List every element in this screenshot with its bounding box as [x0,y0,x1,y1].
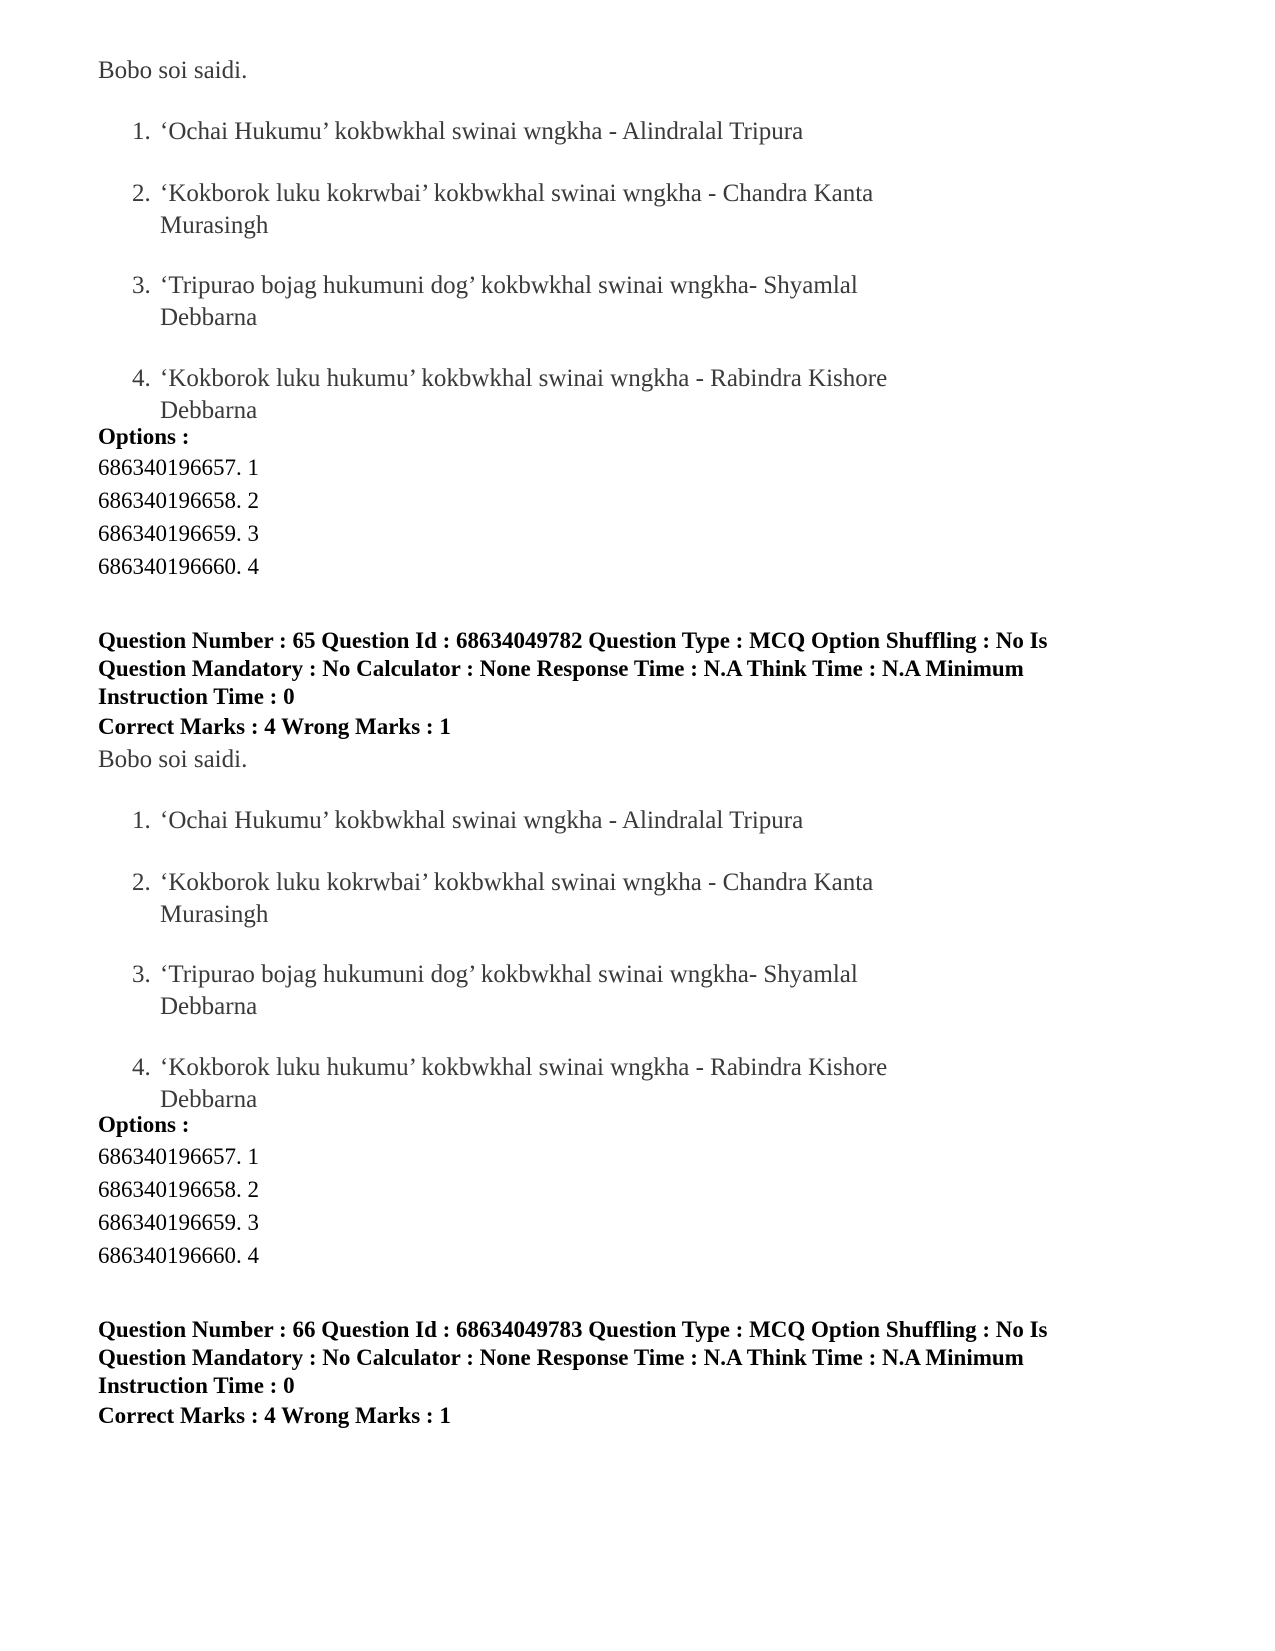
statement-text: ‘Ochai Hukumu’ kokbwkhal swinai wngkha - Alindralal Tripura [160,807,804,834]
statement-item [98,363,998,427]
statement-number: 1. [132,118,151,145]
statement-number: 2. [132,180,151,207]
statement-number: 3. [132,272,151,299]
option-item: 686340196658. 2 [98,488,259,513]
statement-item [98,116,998,148]
option-item: 686340196659. 3 [98,1210,259,1235]
statement-list [98,363,998,427]
question-meta-line: Question Mandatory : No Calculator : None Response Time : N.A Think Time : N.A Minimum [98,656,1024,681]
statement-item [98,805,998,837]
option-item: 686340196659. 3 [98,521,259,546]
statement-number: 4. [132,1054,151,1081]
question-meta-line: Question Number : 66 Question Id : 68634049783 Question Type : MCQ Option Shuffling : No Is [98,1317,1048,1342]
statement-number: 2. [132,869,151,896]
option-item: 686340196660. 4 [98,1243,259,1268]
option-item: 686340196658. 2 [98,1177,259,1202]
marks-line: Correct Marks : 4 Wrong Marks : 1 [98,714,451,739]
statement-text-continued: Debbarna [160,304,258,331]
question-content-image [98,56,998,86]
question-stem: Bobo soi saidi. [98,57,248,84]
statement-item [98,1052,998,1116]
options-heading: Options : [98,1112,190,1137]
statement-list [98,959,998,1023]
statement-text: ‘Kokborok luku hukumu’ kokbwkhal swinai wngkha - Rabindra Kishore [160,365,888,392]
statement-list [98,867,998,931]
statement-text: ‘Ochai Hukumu’ kokbwkhal swinai wngkha - Alindralal Tripura [160,118,804,145]
question-meta [98,627,1178,711]
statement-number: 4. [132,365,151,392]
statement-list [98,1052,998,1116]
statement-text-continued: Murasingh [160,901,269,928]
statement-list [98,270,998,334]
option-item: 686340196660. 4 [98,554,259,579]
question-meta-line: Question Number : 65 Question Id : 68634049782 Question Type : MCQ Option Shuffling : No Is [98,628,1048,653]
statement-text: ‘Tripurao bojag hukumuni dog’ kokbwkhal swinai wngkha- Shyamlal [160,961,858,988]
statement-text: ‘Tripurao bojag hukumuni dog’ kokbwkhal swinai wngkha- Shyamlal [160,272,858,299]
statement-item [98,178,998,242]
statement-item [98,867,998,931]
options-heading: Options : [98,424,190,449]
question-stem: Bobo soi saidi. [98,746,248,773]
statement-text-continued: Debbarna [160,993,258,1020]
statement-text-continued: Murasingh [160,212,269,239]
question-meta-line: Instruction Time : 0 [98,684,295,709]
statement-text-continued: Debbarna [160,1086,258,1113]
statement-list [98,116,998,148]
question-content-image [98,745,998,775]
statement-text: ‘Kokborok luku kokrwbai’ kokbwkhal swinai wngkha - Chandra Kanta [160,180,874,207]
statement-list [98,178,998,242]
option-item: 686340196657. 1 [98,455,259,480]
option-item: 686340196657. 1 [98,1144,259,1169]
question-meta [98,1316,1178,1400]
marks-line: Correct Marks : 4 Wrong Marks : 1 [98,1403,451,1428]
question-meta-line: Instruction Time : 0 [98,1373,295,1398]
statement-number: 3. [132,961,151,988]
statement-text: ‘Kokborok luku kokrwbai’ kokbwkhal swinai wngkha - Chandra Kanta [160,869,874,896]
statement-item [98,959,998,1023]
statement-list [98,805,998,837]
statement-number: 1. [132,807,151,834]
question-meta-line: Question Mandatory : No Calculator : None Response Time : N.A Think Time : N.A Minimum [98,1345,1024,1370]
statement-text: ‘Kokborok luku hukumu’ kokbwkhal swinai wngkha - Rabindra Kishore [160,1054,888,1081]
statement-item [98,270,998,334]
statement-text-continued: Debbarna [160,397,258,424]
